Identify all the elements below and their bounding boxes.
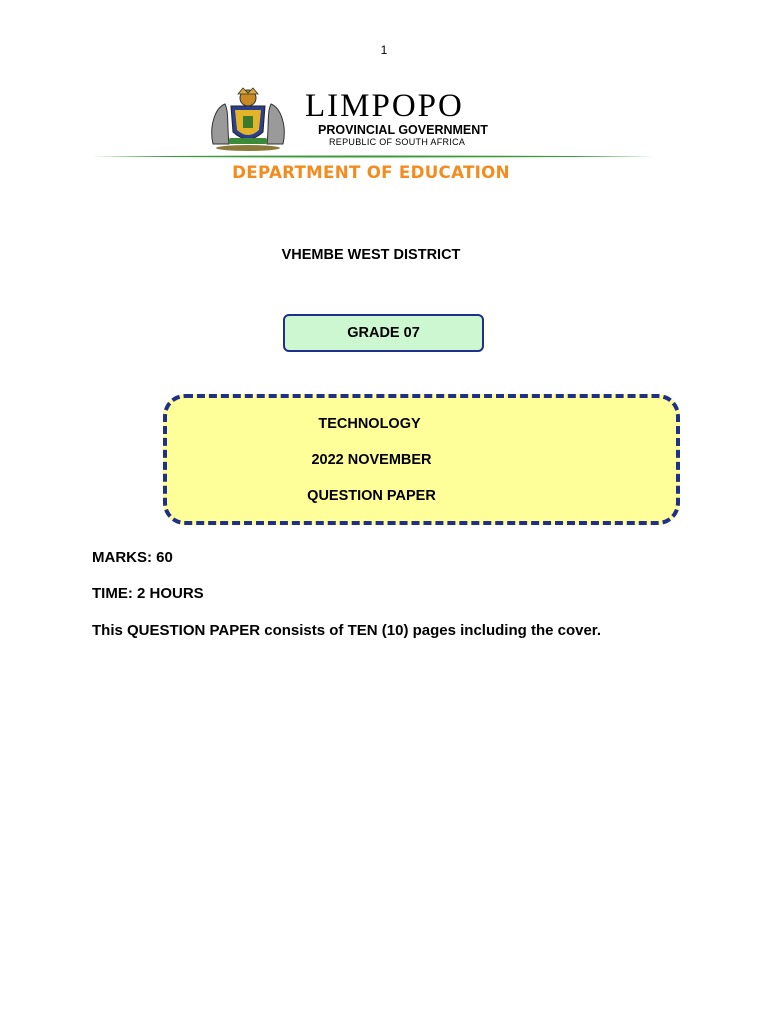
letterhead	[207, 86, 497, 154]
grade-label: GRADE 07	[347, 325, 420, 341]
subject-label: TECHNOLOGY	[318, 416, 421, 432]
pages-note: This QUESTION PAPER consists of TEN (10) pages including the cover.	[92, 622, 601, 639]
province-name: LIMPOPO	[305, 88, 464, 124]
paper-type-label: QUESTION PAPER	[307, 488, 436, 504]
department-title: DEPARTMENT OF EDUCATION	[232, 163, 510, 183]
time-info: TIME: 2 HOURS	[92, 585, 204, 602]
grade-box	[283, 314, 484, 352]
provincial-government-label: PROVINCIAL GOVERNMENT	[318, 123, 488, 137]
country-label: REPUBLIC OF SOUTH AFRICA	[329, 137, 466, 147]
session-label: 2022 NOVEMBER	[311, 452, 432, 468]
district-title: VHEMBE WEST DISTRICT	[281, 247, 461, 263]
page-number: 1	[380, 43, 388, 57]
marks-info: MARKS: 60	[92, 549, 173, 566]
header-rule	[92, 155, 654, 158]
coat-of-arms-icon	[207, 86, 289, 152]
subject-box	[163, 394, 680, 525]
